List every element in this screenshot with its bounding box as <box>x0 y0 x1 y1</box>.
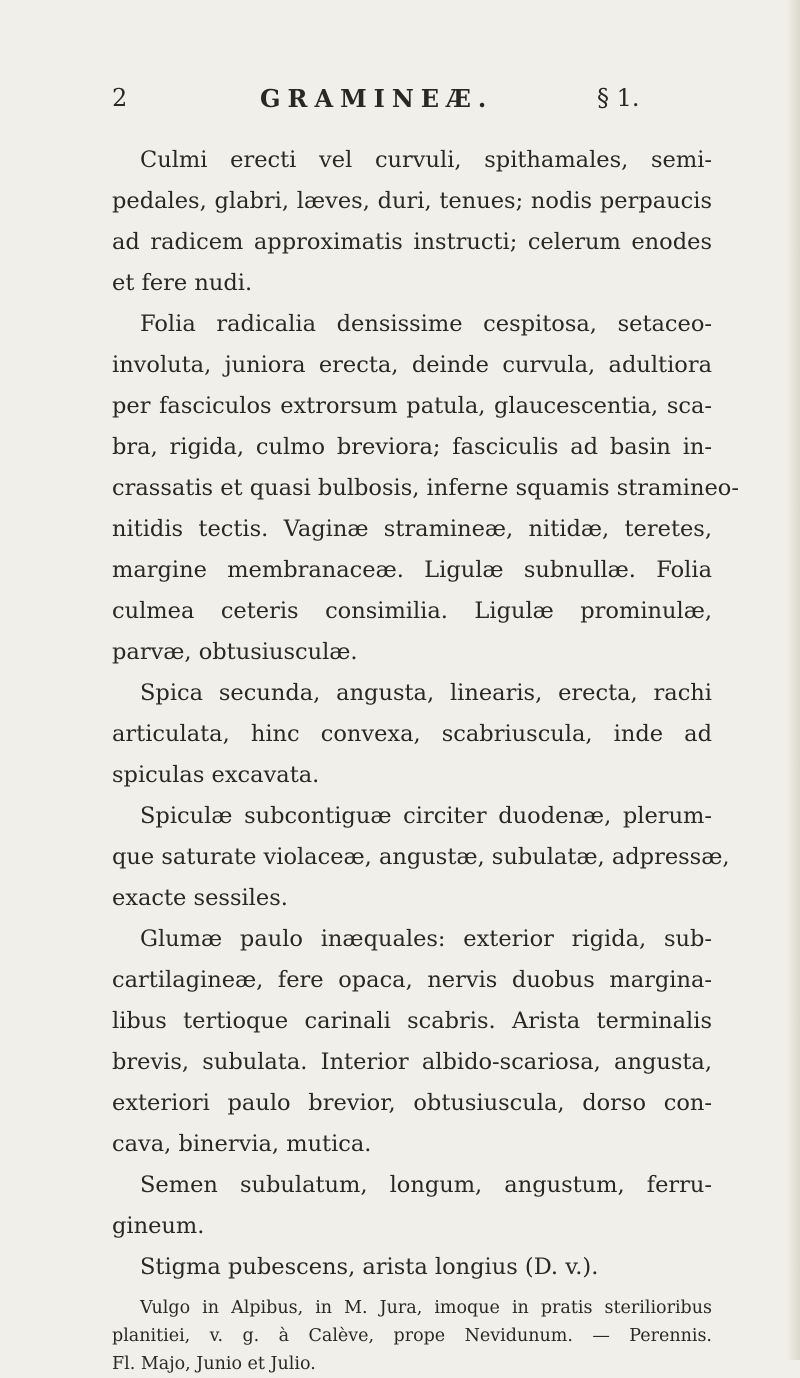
text-line: exteriori paulo brevior, obtusiuscula, dorso con- <box>112 1090 712 1116</box>
text-line: cartilagineæ, fere opaca, nervis duobus margina- <box>112 967 712 993</box>
text-line: Semen subulatum, longum, angustum, ferru- <box>140 1172 712 1198</box>
habitat-note <box>112 1294 712 1378</box>
text-line: cava, binervia, mutica. <box>112 1131 372 1157</box>
paragraph-folia <box>112 304 739 673</box>
text-line: et fere nudi. <box>112 270 253 296</box>
text-line: Spiculæ subcontiguæ circiter duodenæ, plerum- <box>140 803 712 829</box>
paragraph-glumae <box>112 919 712 1165</box>
paragraph-culmi <box>112 140 712 304</box>
text-line: crassatis et quasi bulbosis, inferne squamis stramineo- <box>112 475 739 501</box>
paragraph-semen <box>112 1165 712 1247</box>
paragraph-stigma <box>112 1247 712 1288</box>
text-line: involuta, juniora erecta, deinde curvula, adultiora <box>112 352 712 378</box>
text-line: Spica secunda, angusta, linearis, erecta, rachi <box>140 680 712 706</box>
text-line: que saturate violaceæ, angustæ, subulatæ, adpressæ, <box>112 844 730 870</box>
text-line: Culmi erecti vel curvuli, spithamales, semi- <box>140 147 712 173</box>
text-line: Stigma pubescens, arista longius (D. v.). <box>140 1254 599 1280</box>
chapter-title: GRAMINEÆ. <box>260 84 494 113</box>
text-line: libus tertioque carinali scabris. Arista terminalis <box>112 1008 712 1034</box>
text-line: culmea ceteris consimilia. Ligulæ prominulæ, <box>112 598 712 624</box>
text-line: spiculas excavata. <box>112 762 320 788</box>
text-line: gineum. <box>112 1213 205 1239</box>
note-line: planitiei, v. g. à Calève, prope Nevidunum. — Perennis. <box>112 1326 712 1346</box>
text-line: articulata, hinc convexa, scabriuscula, inde ad <box>112 721 712 747</box>
text-line: Glumæ paulo inæquales: exterior rigida, sub- <box>140 926 712 952</box>
text-line: exacte sessiles. <box>112 885 288 911</box>
text-line: nitidis tectis. Vaginæ stramineæ, nitidæ, teretes, <box>112 516 712 542</box>
note-line: Fl. Majo, Junio et Julio. <box>112 1354 316 1374</box>
page-number: 2 <box>112 84 128 112</box>
body-text <box>112 140 739 1378</box>
paragraph-spica <box>112 673 712 796</box>
running-header <box>112 80 692 120</box>
text-line: bra, rigida, culmo breviora; fasciculis ad basin in- <box>112 434 712 460</box>
text-line: margine membranaceæ. Ligulæ subnullæ. Folia <box>112 557 712 583</box>
text-line: Folia radicalia densissime cespitosa, setaceo- <box>140 311 712 337</box>
section-number: § 1. <box>597 84 640 112</box>
text-line: parvæ, obtusiusculæ. <box>112 639 358 665</box>
text-line: pedales, glabri, læves, duri, tenues; nodis perpaucis <box>112 188 712 214</box>
note-line: Vulgo in Alpibus, in M. Jura, imoque in pratis sterilioribus <box>140 1298 712 1318</box>
page-edge-shadow <box>786 0 800 1360</box>
text-line: ad radicem approximatis instructi; celerum enodes <box>112 229 712 255</box>
text-line: brevis, subulata. Interior albido-scariosa, angusta, <box>112 1049 712 1075</box>
text-line: per fasciculos extrorsum patula, glaucescentia, sca- <box>112 393 712 419</box>
paragraph-spiculae <box>112 796 730 919</box>
